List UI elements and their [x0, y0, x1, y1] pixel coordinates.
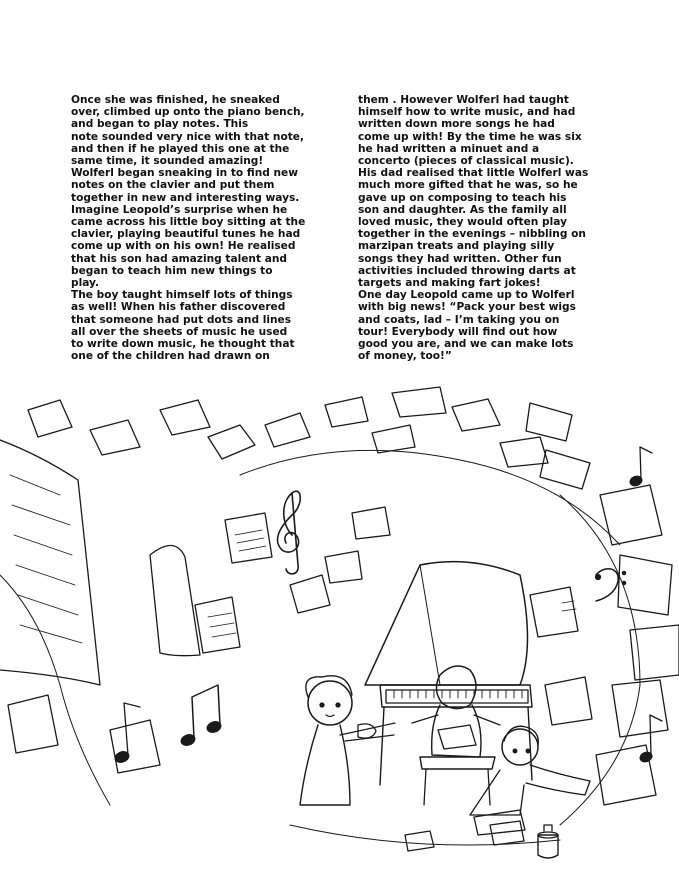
text-line: notes on the clavier and put them [71, 179, 275, 192]
text-line: Wolferl began sneaking in to find new [71, 167, 299, 180]
text-line: written down more songs he had [358, 118, 555, 131]
boy-at-piano [412, 666, 500, 805]
text-line: all over the sheets of music he used [71, 325, 288, 338]
text-line: tour! Everybody will find out how [358, 325, 558, 338]
text-line: good you are, and we can make lots [358, 338, 574, 351]
text-line: activities included throwing darts at [358, 264, 576, 277]
text-line: with big news! “Pack your best wigs [358, 301, 576, 314]
text-line: and began to play notes. This [71, 118, 249, 131]
text-line: over, climbed up onto the piano bench, [71, 106, 305, 119]
text-line: gave up on composing to teach his [358, 191, 567, 204]
text-line: he had written a minuet and a [358, 142, 540, 155]
sketch-illustration [0, 385, 679, 870]
text-line: as well! When his father discovered [71, 301, 286, 314]
swirl-of-sheet-music [0, 387, 679, 851]
text-line: come up with on his own! He realised [71, 240, 296, 253]
text-line: began to teach him new things to [71, 264, 273, 277]
text-line: come up with! By the time he was six [358, 130, 582, 143]
text-line: loved music, they would often play [358, 216, 567, 229]
grand-piano [365, 562, 532, 785]
text-line: to write down music, he thought that [71, 338, 295, 351]
text-line: concerto (pieces of classical music). [358, 155, 574, 168]
text-line: that his son had amazing talent and [71, 252, 287, 265]
text-line: together in new and interesting ways. [71, 191, 300, 204]
text-line: The boy taught himself lots of things [71, 289, 293, 302]
text-line: clavier, playing beautiful tunes he had [71, 228, 301, 241]
text-line: and then if he played this one at the [71, 142, 290, 155]
text-line: son and daughter. As the family all [358, 203, 567, 216]
text-column-left [71, 94, 305, 362]
text-line: them . However Wolferl had taught [358, 94, 569, 106]
text-line: came across his little boy sitting at the [71, 216, 306, 229]
text-line: and coats, lad – I’m taking you on [358, 313, 560, 326]
text-line: that someone had put dots and lines [71, 313, 292, 326]
bass-clef-icon [596, 569, 626, 601]
text-line: together in the evenings – nibbling on [358, 228, 586, 241]
text-line: One day Leopold came up to Wolferl [358, 289, 575, 302]
text-column-right [358, 94, 588, 362]
text-line: much more gifted that he was, so he [358, 179, 578, 192]
text-line: note sounded very nice with that note, [71, 130, 305, 143]
text-line: songs they had written. Other fun [358, 252, 562, 265]
text-line: Imagine Leopold’s surprise when he [71, 203, 288, 216]
text-line: play. [71, 277, 99, 290]
text-line: himself how to write music, and had [358, 106, 576, 119]
text-line: of money, too!” [358, 350, 452, 363]
text-line: one of the children had drawn on [71, 350, 270, 363]
treble-clef-icon [277, 491, 300, 574]
text-line: Once she was finished, he sneaked [71, 94, 280, 106]
text-line: targets and making fart jokes! [358, 277, 541, 290]
text-line: same time, it sounded amazing! [71, 155, 264, 168]
text-line: marzipan treats and playing silly [358, 240, 555, 253]
music-note-icon [114, 447, 662, 764]
text-line: His dad realised that little Wolferl was [358, 167, 589, 180]
